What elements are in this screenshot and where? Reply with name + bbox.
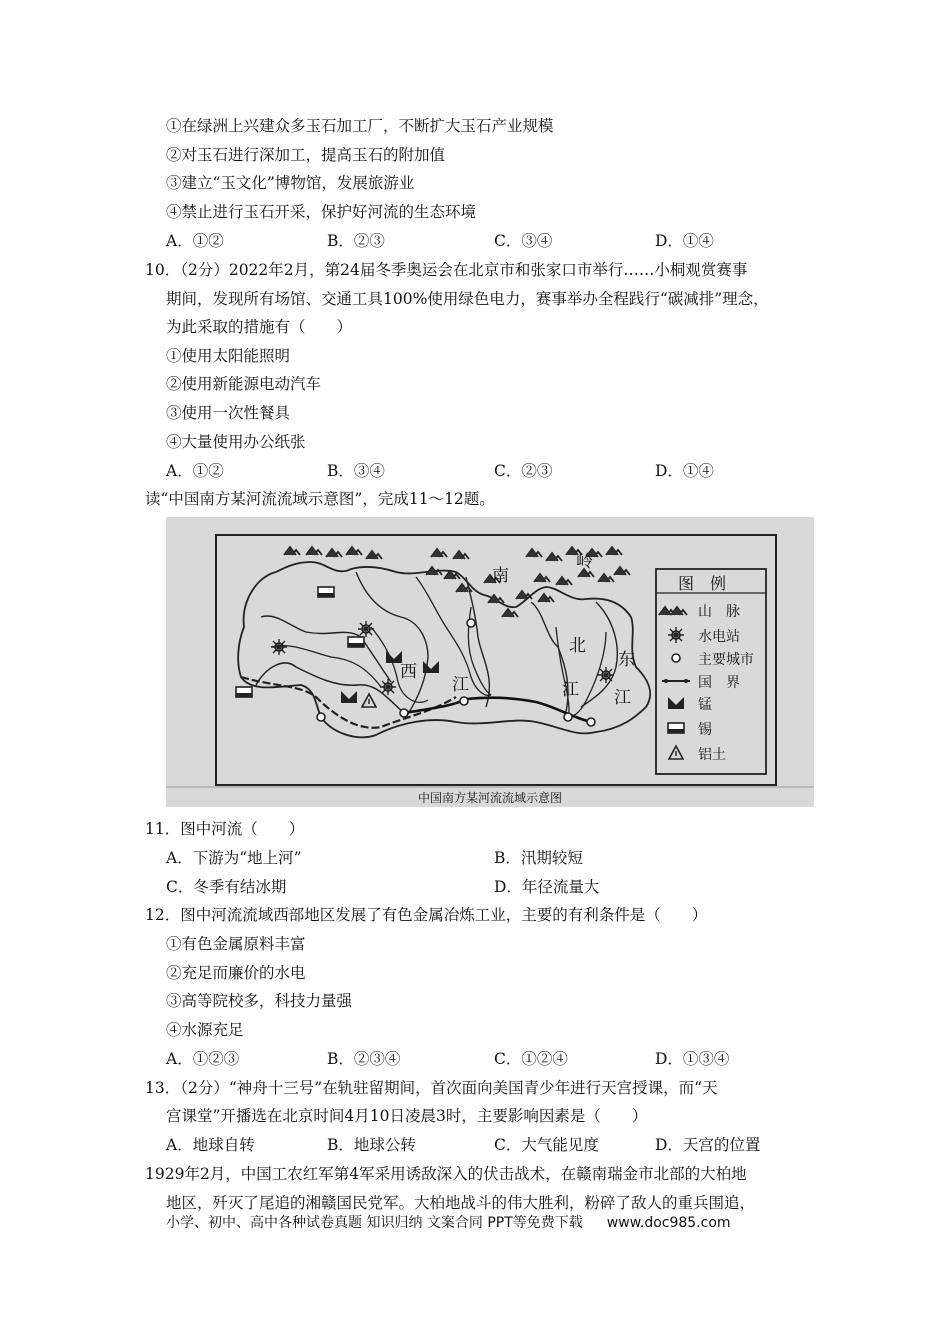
map-label-jiang-xi: 江 <box>452 675 469 695</box>
q13-stem-line-1: 13．（2分）“神舟十三号”在轨驻留期间，首次面向美国青少年进行天宫授课，而“天 <box>145 1079 718 1097</box>
map-label-ling: 岭 <box>576 552 593 572</box>
q9-item-4: ④禁止进行玉石开采，保护好河流的生态环境 <box>166 203 477 221</box>
q10-item-4: ④大量使用办公纸张 <box>166 433 306 451</box>
q13-stem-line-2: 宫课堂”开播选在北京时间4月10日凌晨3时，主要影响因素是（ ） <box>166 1107 648 1125</box>
q10-option-c: C．②③ <box>494 462 553 480</box>
q13-option-b: B．地球公转 <box>327 1136 416 1154</box>
q11-stem: 11．图中河流（ ） <box>145 820 305 838</box>
map-label-jiang-bei: 江 <box>562 680 579 700</box>
passage-line-2: 地区，歼灭了尾追的湘赣国民党军。大柏地战斗的伟大胜利，粉碎了敌人的重兵围追， <box>166 1194 756 1212</box>
q13-option-c: C．大气能见度 <box>494 1136 599 1154</box>
q10-item-3: ③使用一次性餐具 <box>166 404 291 422</box>
map-label-dong: 东 <box>618 650 635 670</box>
q11-option-a: A．下游为“地上河” <box>166 849 302 867</box>
q9-option-a: A．①② <box>166 232 224 250</box>
legend-label-manganese: 锰 <box>698 697 712 713</box>
passage-line-1: 1929年2月，中国工农红军第4军采用诱敌深入的伏击战术，在赣南瑞金市北部的大柏地 <box>145 1165 747 1183</box>
q9-item-3: ③建立“玉文化”博物馆，发展旅游业 <box>166 174 415 192</box>
map-caption: 中国南方某河流流域示意图 <box>417 791 562 805</box>
map-question-intro: 读“中国南方某河流流域示意图”，完成11～12题。 <box>145 490 495 508</box>
q11-option-d: D．年径流量大 <box>494 878 600 896</box>
river-basin-map <box>166 517 814 807</box>
q10-item-2: ②使用新能源电动汽车 <box>166 375 322 393</box>
q10-stem-line-2: 期间，发现所有场馆、交通工具100%使用绿色电力，赛事举办全程践行“碳减排”理念， <box>166 290 769 308</box>
q10-option-b: B．③④ <box>327 462 385 480</box>
footer-text: 小学、初中、高中各种试卷真题 知识归纳 文案合同 PPT等免费下载 <box>166 1215 583 1231</box>
q12-item-3: ③高等院校多，科技力量强 <box>166 992 353 1010</box>
footer-url-link[interactable]: www.doc985.com <box>606 1215 731 1231</box>
q9-option-c: C．③④ <box>494 232 553 250</box>
legend-label-border: 国 界 <box>698 675 740 691</box>
page-footer <box>166 1214 731 1232</box>
q12-option-b: B．②③④ <box>327 1050 401 1068</box>
q9-item-2: ②对玉石进行深加工，提高玉石的附加值 <box>166 146 446 164</box>
legend-label-hydropower: 水电站 <box>698 629 740 645</box>
legend-label-bauxite: 铝土 <box>698 747 726 763</box>
q10-stem-line-3: 为此采取的措施有（ ） <box>166 318 353 336</box>
q9-option-d: D．①④ <box>655 232 714 250</box>
q10-option-d: D．①④ <box>655 462 714 480</box>
map-label-nan: 南 <box>492 566 509 586</box>
q10-stem-line-1: 10．（2分）2022年2月，第24届冬季奥运会在北京市和张家口市举行……小桐观赏赛事 <box>145 261 748 279</box>
q9-option-b: B．②③ <box>327 232 385 250</box>
legend-label-tin: 锡 <box>698 722 712 738</box>
q12-option-d: D．①③④ <box>655 1050 730 1068</box>
q13-option-d: D．天宫的位置 <box>655 1136 761 1154</box>
q12-item-4: ④水源充足 <box>166 1021 244 1039</box>
q12-item-1: ①有色金属原料丰富 <box>166 935 306 953</box>
legend-title: 图 例 <box>678 574 727 593</box>
q13-option-a: A．地球自转 <box>166 1136 255 1154</box>
q9-item-1: ①在绿洲上兴建众多玉石加工厂，不断扩大玉石产业规模 <box>166 117 554 135</box>
map-label-bei: 北 <box>569 636 586 656</box>
map-label-jiang-dong: 江 <box>614 688 631 708</box>
q11-option-c: C．冬季有结冰期 <box>166 878 287 896</box>
legend-label-mountain: 山 脉 <box>698 604 740 620</box>
q10-option-a: A．①② <box>166 462 224 480</box>
q11-option-b: B．汛期较短 <box>494 849 583 867</box>
q12-stem: 12．图中河流流域西部地区发展了有色金属冶炼工业，主要的有利条件是（ ） <box>145 906 708 924</box>
map-label-xi: 西 <box>400 662 417 682</box>
q10-item-1: ①使用太阳能照明 <box>166 347 291 365</box>
q12-option-c: C．①②④ <box>494 1050 568 1068</box>
q12-option-a: A．①②③ <box>166 1050 240 1068</box>
q12-item-2: ②充足而廉价的水电 <box>166 964 306 982</box>
legend-label-city: 主要城市 <box>698 652 754 668</box>
